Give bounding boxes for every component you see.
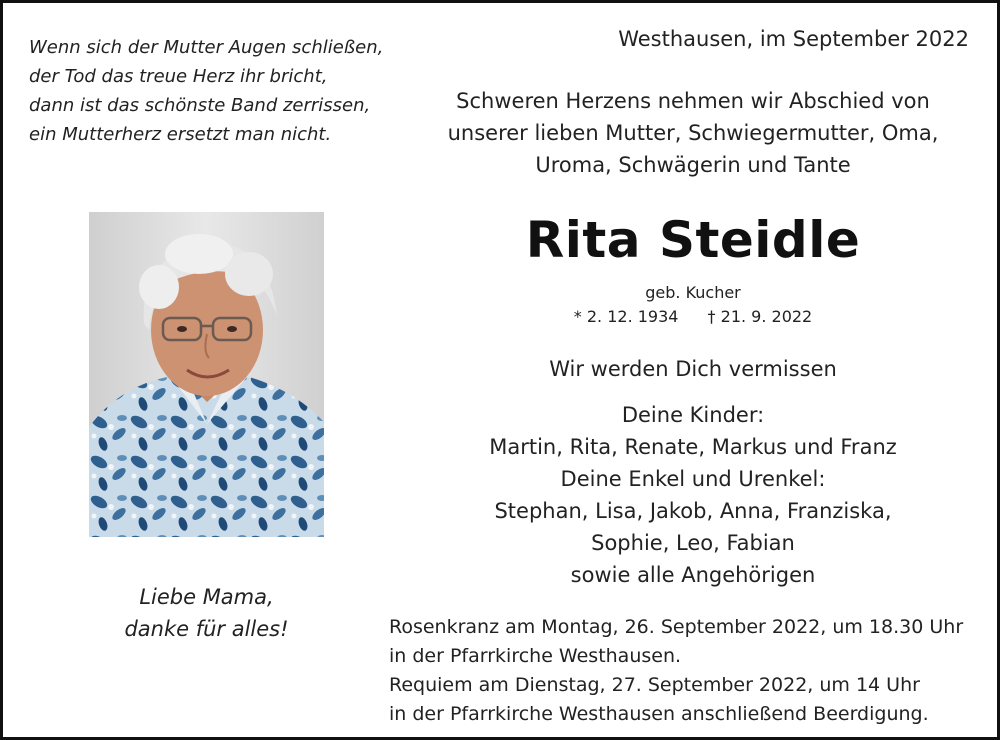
portrait-photo <box>89 212 324 537</box>
service-details <box>389 613 979 729</box>
family-list <box>413 399 973 591</box>
family-children-names: Martin, Rita, Renate, Markus und Franz <box>489 435 897 459</box>
family-grandchildren-names: Stephan, Lisa, Jakob, Anna, Franziska, <box>494 499 892 523</box>
family-heading-children: Deine Kinder: <box>621 403 765 427</box>
memorial-poem <box>29 33 409 149</box>
poem-line: ein Mutterherz ersetzt man nicht. <box>29 124 332 145</box>
missing-text: Wir werden Dich vermissen <box>549 357 837 381</box>
requiem-location: in der Pfarrkirche Westhausen anschließend Beerdigung. <box>389 703 929 725</box>
birth-date: * 2. 12. 1934 <box>573 307 679 326</box>
thanks-note <box>89 581 324 645</box>
poem-line: Wenn sich der Mutter Augen schließen, <box>29 37 384 58</box>
intro-line: Uroma, Schwägerin und Tante <box>535 153 851 177</box>
family-heading-grandchildren: Deine Enkel und Urenkel: <box>560 467 826 491</box>
farewell-intro <box>413 85 973 181</box>
poem-line: dann ist das schönste Band zerrissen, <box>29 95 371 116</box>
deceased-name: Rita Steidle <box>525 211 861 269</box>
poem-line: der Tod das treue Herz ihr bricht, <box>29 66 328 87</box>
rosary-location: in der Pfarrkirche Westhausen. <box>389 645 682 667</box>
requiem-info: Requiem am Dienstag, 27. September 2022, um 14 Uhr <box>389 674 920 696</box>
rosary-info: Rosenkranz am Montag, 26. September 2022, um 18.30 Uhr <box>389 616 964 638</box>
maiden-name: geb. Kucher <box>645 283 741 302</box>
life-dates <box>413 307 973 326</box>
thanks-line: Liebe Mama, <box>139 585 274 609</box>
thanks-line: danke für alles! <box>124 617 289 641</box>
intro-line: unserer lieben Mutter, Schwiegermutter, Oma, <box>447 121 939 145</box>
place-date: Westhausen, im September 2022 <box>618 27 969 51</box>
death-date: † 21. 9. 2022 <box>707 307 813 326</box>
portrait-illustration <box>89 212 324 537</box>
family-grandchildren-names: Sophie, Leo, Fabian <box>591 531 795 555</box>
family-relatives: sowie alle Angehörigen <box>570 563 816 587</box>
intro-line: Schweren Herzens nehmen wir Abschied von <box>456 89 930 113</box>
